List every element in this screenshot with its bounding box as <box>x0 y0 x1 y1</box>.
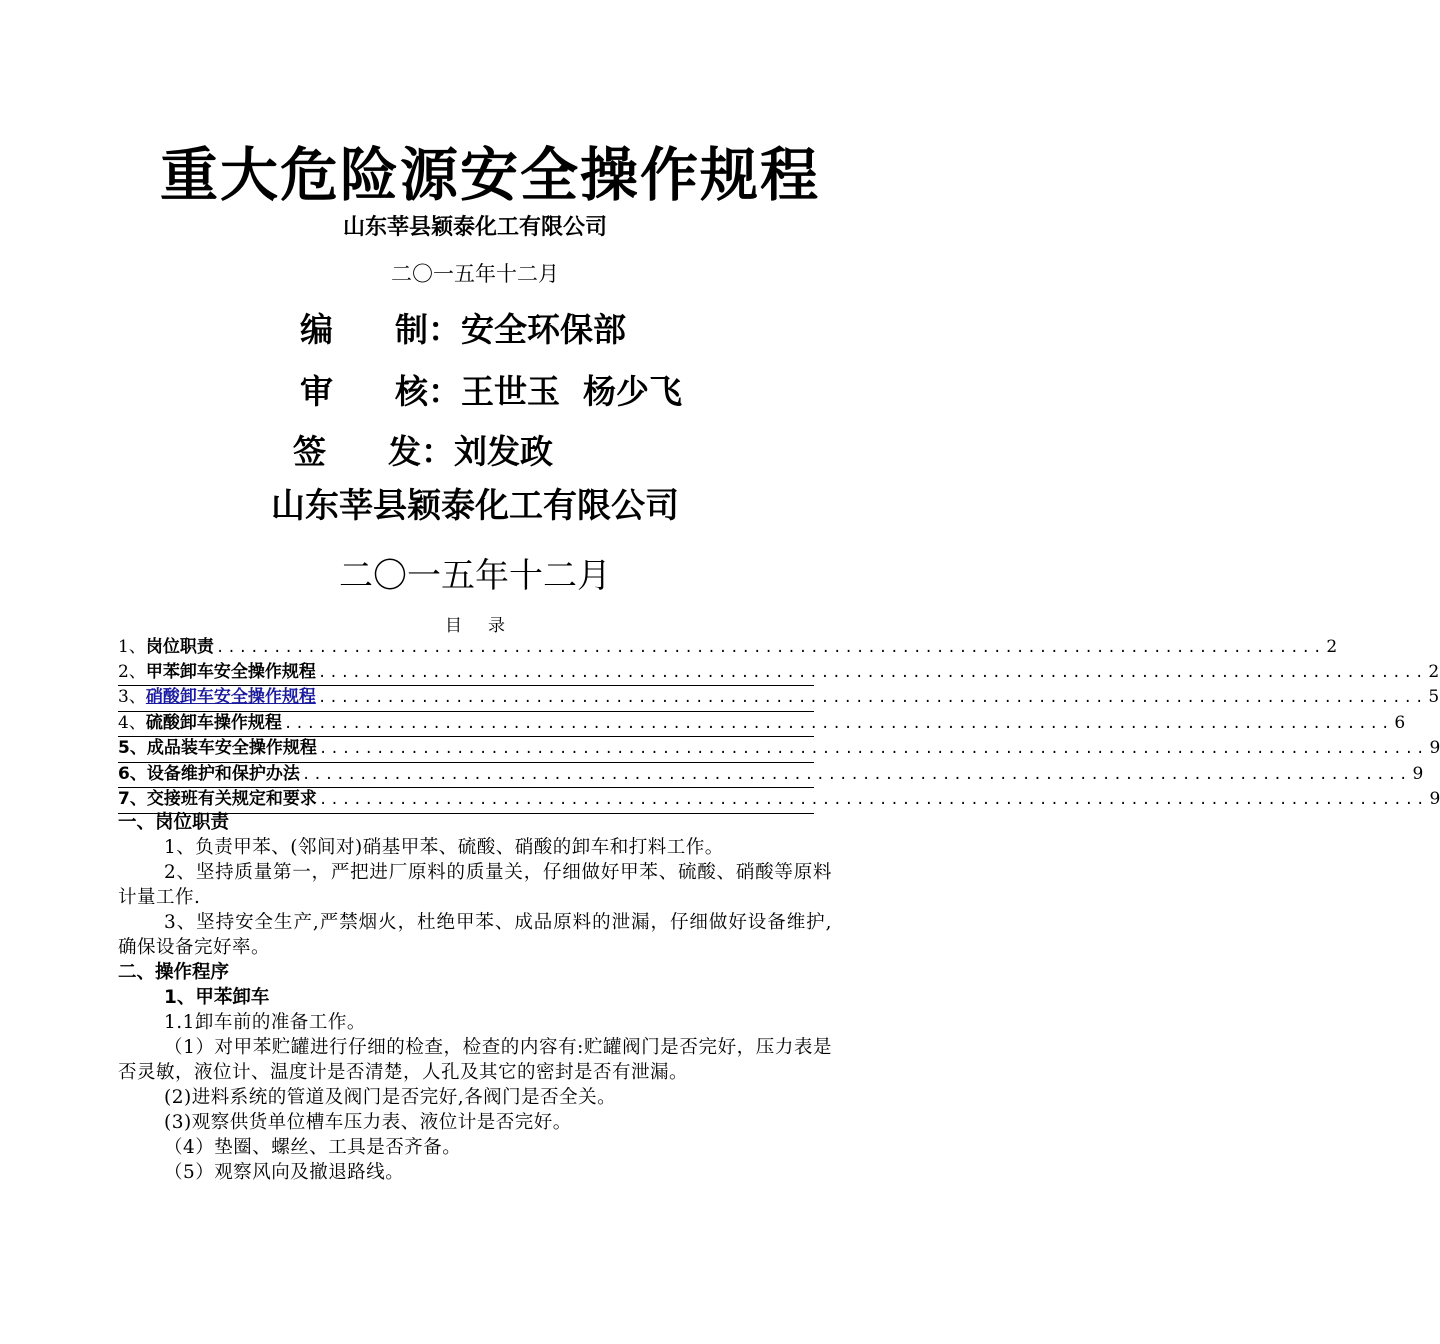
toc-leader: ................................................................................................. <box>215 640 1325 656</box>
toc-heading: 目录 <box>445 616 531 636</box>
table-of-contents <box>118 636 1440 814</box>
toc-number: 5、 <box>118 738 147 758</box>
document-title: 重大危险源安全操作规程 <box>159 141 820 209</box>
signature-label-b: 制： <box>395 310 461 349</box>
toc-page: 5 <box>1428 687 1440 707</box>
paragraph: （4）垫圈、螺丝、工具是否齐备。 <box>164 1137 462 1158</box>
document-body <box>118 810 832 1185</box>
toc-number: 3、 <box>118 687 146 707</box>
signature-label-a: 审 <box>300 372 333 411</box>
paragraph: 2、坚持质量第一，严把进厂原料的质量关，仔细做好甲苯、硫酸、硝酸等原料计量工作. <box>118 862 832 908</box>
toc-leader: ................................................................................................. <box>283 715 1393 732</box>
toc-title[interactable]: 甲苯卸车安全操作规程 <box>145 661 316 682</box>
signature-issued <box>293 426 553 473</box>
toc-title[interactable]: 硫酸卸车操作规程 <box>145 712 282 733</box>
toc-entry-6[interactable] <box>118 763 1424 789</box>
paragraph: （5）观察风向及撤退路线。 <box>164 1162 405 1183</box>
toc-entry-3[interactable] <box>118 686 1440 712</box>
paragraph: 1、负责甲苯、(邻间对)硝基甲苯、硫酸、硝酸的卸车和打料工作。 <box>164 837 724 858</box>
signature-value: 刘发政 <box>454 432 553 471</box>
company-name-small: 山东莘县颖泰化工有限公司 <box>342 215 607 240</box>
signature-label-b: 核： <box>395 372 461 411</box>
toc-entry-4[interactable] <box>118 712 1406 738</box>
toc-number: 6、 <box>118 763 147 784</box>
toc-title[interactable]: 成品装车安全操作规程 <box>146 738 317 758</box>
paragraph: 1.1卸车前的准备工作。 <box>164 1012 366 1033</box>
toc-title[interactable]: 硝酸卸车安全操作规程 <box>145 687 316 707</box>
toc-leader: ................................................................................................. <box>317 690 1427 706</box>
signature-label-a: 签 <box>293 432 326 471</box>
paragraph: 3、坚持安全生产,严禁烟火，杜绝甲苯、成品原料的泄漏，仔细做好设备维护,确保设备完好率。 <box>118 912 832 958</box>
toc-number: 4、 <box>118 712 146 733</box>
toc-entry-1[interactable] <box>118 636 1338 661</box>
subsection-heading: 1、甲苯卸车 <box>164 987 270 1008</box>
toc-page: 2 <box>1428 661 1440 682</box>
section-heading: 一、岗位职责 <box>118 812 230 833</box>
date-large: 二〇一五年十二月 <box>339 556 611 596</box>
date-small: 二〇一五年十二月 <box>391 262 559 286</box>
toc-title[interactable]: 设备维护和保护办法 <box>146 763 300 784</box>
signature-compiled <box>300 304 626 351</box>
toc-number: 2、 <box>118 661 146 682</box>
toc-leader: ................................................................................................. <box>301 766 1411 783</box>
signature-label-b: 发： <box>388 432 454 471</box>
company-name-large: 山东莘县颖泰化工有限公司 <box>271 486 679 526</box>
toc-number: 7、 <box>118 789 147 809</box>
toc-entry-5[interactable] <box>118 737 1440 763</box>
signature-reviewed <box>300 366 682 413</box>
toc-page: 9 <box>1429 789 1440 809</box>
toc-number: 1、 <box>118 637 146 657</box>
paragraph: （1）对甲苯贮罐进行仔细的检查，检查的内容有:贮罐阀门是否完好，压力表是否灵敏，液位计、温度计是否清楚，人孔及其它的密封是否有泄漏。 <box>118 1037 832 1083</box>
signature-value: 王世玉 杨少飞 <box>461 372 682 411</box>
toc-page: 9 <box>1412 763 1424 784</box>
signature-value: 安全环保部 <box>461 310 626 349</box>
toc-title[interactable]: 岗位职责 <box>145 637 214 657</box>
toc-entry-2[interactable] <box>118 661 1440 687</box>
toc-page: 9 <box>1429 738 1440 758</box>
signature-label-a: 编 <box>300 310 333 349</box>
toc-leader: ................................................................................................. <box>317 664 1427 681</box>
toc-page: 6 <box>1394 712 1406 733</box>
paragraph: (2)进料系统的管道及阀门是否完好,各阀门是否全关。 <box>164 1087 617 1108</box>
toc-leader: ................................................................................................. <box>318 792 1428 808</box>
toc-page: 2 <box>1326 637 1338 657</box>
section-heading: 二、操作程序 <box>118 962 230 983</box>
toc-title[interactable]: 交接班有关规定和要求 <box>146 789 317 809</box>
toc-leader: ................................................................................................. <box>318 741 1428 757</box>
paragraph: (3)观察供货单位槽车压力表、液位计是否完好。 <box>164 1112 572 1133</box>
